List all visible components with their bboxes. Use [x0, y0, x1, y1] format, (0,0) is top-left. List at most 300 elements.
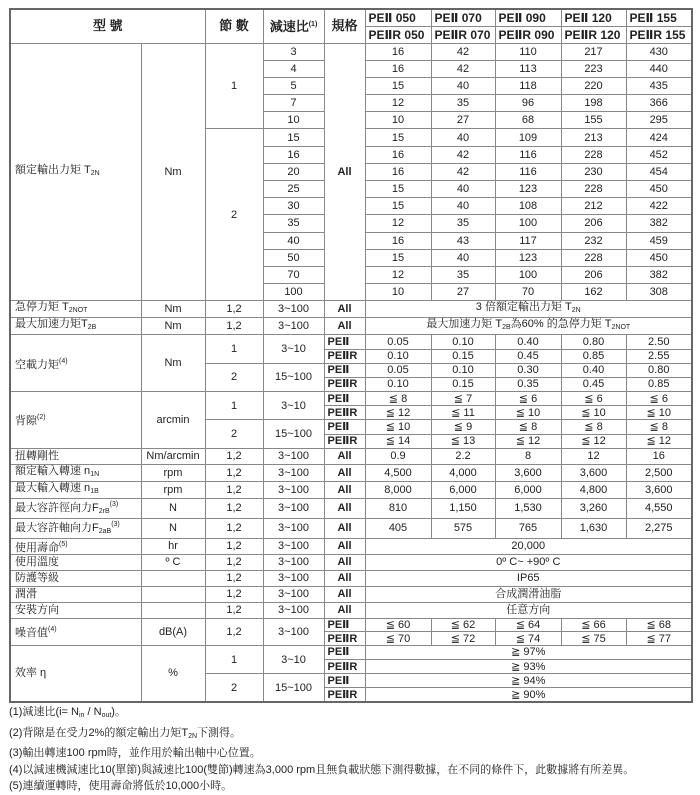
table-body — [10, 9, 692, 702]
value-cell: 0.10 — [365, 349, 431, 363]
value-cell: ≦ 12 — [365, 406, 431, 420]
noise-level-unit: dB(A) — [141, 618, 205, 645]
value-cell: 0.35 — [495, 377, 561, 391]
spec-variant-cell: PEⅡR — [324, 688, 365, 702]
footnote-2 — [9, 725, 634, 746]
noise-level-label-part: 噪音值 — [15, 627, 48, 640]
value-cell: 16 — [365, 60, 431, 77]
value-cell: 1,630 — [561, 518, 626, 538]
max-acceleration-torque-label-part: 最大加速力矩T — [15, 318, 88, 331]
value-cell: ≦ 6 — [495, 392, 561, 406]
value-cell: 117 — [495, 232, 561, 249]
stage-cell: 1 — [205, 645, 263, 673]
ratio-cell: 3~100 — [263, 538, 324, 554]
value-cell: 430 — [626, 43, 692, 60]
value-cell: 40 — [431, 198, 495, 215]
stage-cell: 1,2 — [205, 618, 263, 645]
value-cell: 810 — [365, 498, 431, 518]
value-cell: ≦ 66 — [561, 618, 626, 632]
value-cell: 220 — [561, 77, 626, 94]
value-cell: ≦ 74 — [495, 632, 561, 646]
value-cell: 0.9 — [365, 448, 431, 464]
spec-variant-cell: PEⅡ — [324, 392, 365, 406]
value-cell: 0.30 — [495, 363, 561, 377]
ratio-cell: 3~100 — [263, 586, 324, 602]
emergency-stop-torque-label-part: 2NOT — [68, 307, 88, 315]
no-load-torque-label — [10, 335, 141, 392]
table-row — [10, 43, 692, 60]
value-cell: 0.80 — [561, 335, 626, 349]
value-cell: 382 — [626, 215, 692, 232]
spec-cell: All — [324, 602, 365, 618]
max-axial-force-label-part: (3) — [111, 520, 120, 528]
header-model-r-3: PEⅡR 120 — [561, 26, 626, 43]
value-cell: ≦ 8 — [365, 392, 431, 406]
max-radial-force-row — [10, 498, 692, 518]
ratio-cell: 3~100 — [263, 570, 324, 586]
lubrication-label — [10, 586, 141, 602]
backlash-label — [10, 392, 141, 449]
header-model-3: PEⅡ 120 — [561, 9, 626, 26]
value-cell: 450 — [626, 249, 692, 266]
value-cell: 0.10 — [431, 363, 495, 377]
ratio-cell: 50 — [263, 249, 324, 266]
value-cell: 0.10 — [431, 335, 495, 349]
rated-torque-label-part: 2N — [90, 169, 100, 177]
value-cell: 100 — [495, 266, 561, 283]
footnote-1 — [9, 704, 634, 725]
protection-class-value — [365, 570, 692, 586]
stage-cell: 1,2 — [205, 464, 263, 481]
header-ratio — [263, 9, 324, 43]
ratio-cell: 3~10 — [263, 392, 324, 420]
header-model-r-2: PEⅡR 090 — [495, 26, 561, 43]
value-cell: ≦ 13 — [431, 434, 495, 448]
value-cell: 8 — [495, 448, 561, 464]
value-cell: 230 — [561, 163, 626, 180]
value-cell: ≦ 9 — [431, 420, 495, 434]
footnote-4 — [9, 762, 634, 779]
value-cell: ≦ 6 — [626, 392, 692, 406]
spec-cell: All — [324, 318, 365, 335]
emergency-stop-torque-label — [10, 301, 141, 318]
stage-cell: 2 — [205, 674, 263, 702]
no-load-torque-label-part: (4) — [59, 357, 68, 365]
ratio-cell: 15~100 — [263, 674, 324, 702]
footnote-1-part: (1)減速比(i= N — [9, 706, 79, 718]
ratio-cell: 3~10 — [263, 645, 324, 673]
stage-cell: 1,2 — [205, 318, 263, 335]
operating-temperature-value — [365, 554, 692, 570]
value-cell: 10 — [365, 284, 431, 301]
value-cell: 765 — [495, 518, 561, 538]
value-cell: 6,000 — [495, 481, 561, 498]
value-cell: 4,500 — [365, 464, 431, 481]
value-cell: 422 — [626, 198, 692, 215]
spec-cell: All — [324, 554, 365, 570]
stage-cell: 2 — [205, 420, 263, 448]
torsional-rigidity-unit: Nm/arcmin — [141, 448, 205, 464]
ratio-cell: 3~100 — [263, 602, 324, 618]
no-load-torque-label-part: 空載力矩 — [15, 358, 59, 371]
header-spec: 規格 — [324, 9, 365, 43]
value-cell: 12 — [365, 95, 431, 112]
value-cell: 295 — [626, 112, 692, 129]
stage-cell: 1 — [205, 43, 263, 129]
spec-cell: All — [324, 301, 365, 318]
value-cell: ≦ 10 — [561, 406, 626, 420]
spec-cell: All — [324, 518, 365, 538]
value-cell: 16 — [365, 146, 431, 163]
lubrication-value-part: 合成潤滑油脂 — [495, 588, 562, 601]
value-cell: 70 — [495, 284, 561, 301]
rated-torque-label-part: 額定輸出力矩 T — [15, 163, 91, 176]
backlash-unit: arcmin — [141, 392, 205, 449]
ratio-cell: 70 — [263, 266, 324, 283]
value-cell: 435 — [626, 77, 692, 94]
stage-cell: 1,2 — [205, 602, 263, 618]
value-cell: ≧ 94% — [365, 674, 692, 688]
value-cell: 96 — [495, 95, 561, 112]
value-cell: 27 — [431, 284, 495, 301]
protection-class-label-part: 防護等級 — [15, 572, 59, 585]
ratio-cell: 16 — [263, 146, 324, 163]
protection-class-unit — [141, 570, 205, 586]
value-cell: 123 — [495, 181, 561, 198]
max-acceleration-torque-row — [10, 318, 692, 335]
footnote-2-part: 2N — [188, 732, 198, 740]
service-life-label-part: (5) — [59, 540, 68, 548]
value-cell: 206 — [561, 215, 626, 232]
footnote-4-part: (4)以減速機減速比10(單節)與減速比100(雙節)轉速為3,000 rpm且無負載狀態下測得數據，在不同的條件下，此數據將有所差異。 — [9, 763, 635, 776]
value-cell: 15 — [365, 181, 431, 198]
value-cell: 382 — [626, 266, 692, 283]
max-radial-force-label-part: (3) — [109, 500, 119, 508]
mounting-position-unit — [141, 602, 205, 618]
rated-input-speed-label-part: 1N — [90, 470, 100, 478]
operating-temperature-value-part: 0º C~ +90º C — [496, 556, 561, 569]
value-cell: 0.15 — [431, 349, 495, 363]
max-axial-force-label-part: 最大容許軸向力F — [15, 521, 99, 534]
value-cell: 100 — [495, 215, 561, 232]
ratio-cell: 30 — [263, 198, 324, 215]
stage-cell: 1,2 — [205, 586, 263, 602]
value-cell: 4,000 — [431, 464, 495, 481]
value-cell: 116 — [495, 146, 561, 163]
value-cell: 10 — [365, 112, 431, 129]
mounting-position-value — [365, 602, 692, 618]
value-cell: 35 — [431, 95, 495, 112]
header-stages: 節 數 — [205, 9, 263, 43]
stage-cell: 1,2 — [205, 570, 263, 586]
max-axial-force-label — [10, 518, 141, 538]
value-cell: 1,530 — [495, 498, 561, 518]
value-cell: ≧ 90% — [365, 688, 692, 702]
value-cell: 424 — [626, 129, 692, 146]
stage-cell: 2 — [205, 129, 263, 301]
stage-cell: 1,2 — [205, 481, 263, 498]
value-cell: ≦ 12 — [561, 434, 626, 448]
value-cell: 366 — [626, 95, 692, 112]
emergency-stop-torque-value-part: 2N — [571, 307, 581, 315]
protection-class-label — [10, 570, 141, 586]
value-cell: 0.40 — [495, 335, 561, 349]
value-cell: 15 — [365, 129, 431, 146]
value-cell: 35 — [431, 266, 495, 283]
header-ratio-footnote: (1) — [308, 21, 318, 29]
max-acceleration-torque-unit: Nm — [141, 318, 205, 335]
ratio-cell: 5 — [263, 77, 324, 94]
value-cell: ≦ 68 — [626, 618, 692, 632]
mounting-position-label — [10, 602, 141, 618]
value-cell: 575 — [431, 518, 495, 538]
spec-variant-cell: PEⅡ — [324, 618, 365, 632]
stage-cell: 1,2 — [205, 554, 263, 570]
value-cell: 2,500 — [626, 464, 692, 481]
footnote-1-part: out — [101, 712, 112, 719]
value-cell: 12 — [561, 448, 626, 464]
stage-cell: 1,2 — [205, 538, 263, 554]
value-cell: 109 — [495, 129, 561, 146]
value-cell: 452 — [626, 146, 692, 163]
value-cell: ≧ 93% — [365, 660, 692, 674]
header-ratio-text: 減速比 — [269, 19, 309, 35]
value-cell: 0.85 — [561, 349, 626, 363]
value-cell: 3,260 — [561, 498, 626, 518]
value-cell: ≦ 77 — [626, 632, 692, 646]
value-cell: 440 — [626, 60, 692, 77]
value-cell: 40 — [431, 249, 495, 266]
protection-class-row — [10, 570, 692, 586]
footnote-1-part: )。 — [111, 706, 126, 718]
rated-input-speed-unit: rpm — [141, 464, 205, 481]
max-radial-force-unit: N — [141, 498, 205, 518]
value-cell: 3,600 — [561, 464, 626, 481]
value-cell: 40 — [431, 129, 495, 146]
value-cell: 2.50 — [626, 335, 692, 349]
lubrication-label-part: 潤滑 — [15, 588, 37, 601]
header-model-4: PEⅡ 155 — [626, 9, 692, 26]
value-cell: 0.45 — [495, 349, 561, 363]
backlash-label-part: 背隙 — [15, 415, 37, 428]
footnotes — [9, 704, 634, 795]
stage-cell: 1,2 — [205, 301, 263, 318]
value-cell: 155 — [561, 112, 626, 129]
spec-variant-cell: PEⅡ — [324, 420, 365, 434]
value-cell: 110 — [495, 43, 561, 60]
spec-cell: All — [324, 448, 365, 464]
no-load-torque-unit: Nm — [141, 335, 205, 392]
value-cell: ≦ 6 — [561, 392, 626, 406]
value-cell: 198 — [561, 95, 626, 112]
efficiency-row — [10, 645, 692, 659]
spec-variant-cell: PEⅡR — [324, 434, 365, 448]
ratio-cell: 3~10 — [263, 335, 324, 363]
value-cell: 228 — [561, 249, 626, 266]
value-cell: 16 — [365, 43, 431, 60]
spec-cell: All — [324, 498, 365, 518]
torsional-rigidity-label-part: 扭轉剛性 — [15, 450, 59, 463]
mounting-position-value-part: 任意方向 — [506, 604, 551, 617]
value-cell: 113 — [495, 60, 561, 77]
rated-torque-label — [10, 43, 141, 301]
value-cell: 450 — [626, 181, 692, 198]
stage-cell: 2 — [205, 363, 263, 391]
max-input-speed-row — [10, 481, 692, 498]
spec-variant-cell: PEⅡ — [324, 674, 365, 688]
value-cell: ≦ 72 — [431, 632, 495, 646]
spec-cell: All — [324, 464, 365, 481]
value-cell: ≦ 12 — [626, 434, 692, 448]
value-cell: ≦ 10 — [495, 406, 561, 420]
header-model-r-4: PEⅡR 155 — [626, 26, 692, 43]
no-load-torque-row — [10, 335, 692, 349]
operating-temperature-label — [10, 554, 141, 570]
spec-cell: All — [324, 43, 365, 301]
ratio-cell: 3~100 — [263, 498, 324, 518]
value-cell: 3,600 — [626, 481, 692, 498]
value-cell: ≦ 10 — [365, 420, 431, 434]
footnote-5 — [9, 778, 634, 795]
value-cell: 454 — [626, 163, 692, 180]
max-acceleration-torque-value-part: 2B — [502, 324, 511, 332]
ratio-cell: 3~100 — [263, 481, 324, 498]
value-cell: ≦ 10 — [626, 406, 692, 420]
ratio-cell: 3 — [263, 43, 324, 60]
spec-variant-cell: PEⅡ — [324, 363, 365, 377]
spec-variant-cell: PEⅡ — [324, 645, 365, 659]
spec-cell: All — [324, 570, 365, 586]
stage-cell: 1,2 — [205, 498, 263, 518]
footnote-1-part: / N — [84, 706, 102, 718]
value-cell: 16 — [365, 232, 431, 249]
emergency-stop-torque-value-part: 3 倍額定輸出力矩 T — [475, 301, 572, 314]
max-acceleration-torque-value-part: 最大加速力矩 T — [426, 318, 503, 331]
value-cell: 35 — [431, 215, 495, 232]
lubrication-value — [365, 586, 692, 602]
max-input-speed-unit: rpm — [141, 481, 205, 498]
value-cell: 2.2 — [431, 448, 495, 464]
rated-input-speed-label — [10, 464, 141, 481]
max-acceleration-torque-value-part: 2NOT — [611, 324, 631, 332]
max-radial-force-label — [10, 498, 141, 518]
value-cell: 12 — [365, 266, 431, 283]
value-cell: ≦ 8 — [495, 420, 561, 434]
value-cell: 16 — [626, 448, 692, 464]
ratio-cell: 3~100 — [263, 618, 324, 645]
value-cell: 232 — [561, 232, 626, 249]
ratio-cell: 15~100 — [263, 420, 324, 448]
max-acceleration-torque-value — [365, 318, 692, 335]
value-cell: 43 — [431, 232, 495, 249]
service-life-row — [10, 538, 692, 554]
value-cell: 40 — [431, 77, 495, 94]
value-cell: 118 — [495, 77, 561, 94]
service-life-label-part: 使用壽命 — [15, 541, 59, 554]
value-cell: 0.80 — [626, 363, 692, 377]
value-cell: 15 — [365, 249, 431, 266]
ratio-cell: 15 — [263, 129, 324, 146]
value-cell: 2,275 — [626, 518, 692, 538]
emergency-stop-torque-value — [365, 301, 692, 318]
max-radial-force-label-part: 2rB — [98, 507, 110, 515]
ratio-cell: 3~100 — [263, 448, 324, 464]
value-cell: 4,550 — [626, 498, 692, 518]
value-cell: 3,600 — [495, 464, 561, 481]
ratio-cell: 3~100 — [263, 554, 324, 570]
ratio-cell: 100 — [263, 284, 324, 301]
efficiency-unit: % — [141, 645, 205, 702]
operating-temperature-unit: º C — [141, 554, 205, 570]
protection-class-value-part: IP65 — [516, 572, 540, 585]
stage-cell: 1,2 — [205, 448, 263, 464]
value-cell: 42 — [431, 163, 495, 180]
max-acceleration-torque-label — [10, 318, 141, 335]
spec-variant-cell: PEⅡR — [324, 349, 365, 363]
spec-variant-cell: PEⅡR — [324, 377, 365, 391]
max-input-speed-label-part: 最大輸入轉速 n — [15, 481, 91, 494]
ratio-cell: 20 — [263, 163, 324, 180]
value-cell: 206 — [561, 266, 626, 283]
service-life-value — [365, 538, 692, 554]
footnote-2-part: 下測得。 — [197, 726, 242, 739]
stage-cell: 1,2 — [205, 518, 263, 538]
value-cell: 108 — [495, 198, 561, 215]
value-cell: 42 — [431, 60, 495, 77]
max-radial-force-label-part: 最大容許徑向力F — [15, 501, 99, 514]
ratio-cell: 3~100 — [263, 301, 324, 318]
spec-cell: All — [324, 481, 365, 498]
backlash-row — [10, 392, 692, 406]
value-cell: 16 — [365, 163, 431, 180]
mounting-position-row — [10, 602, 692, 618]
service-life-value-part: 20,000 — [511, 540, 546, 553]
value-cell: 213 — [561, 129, 626, 146]
header-model: 型 號 — [10, 9, 205, 43]
value-cell: 42 — [431, 43, 495, 60]
spec-variant-cell: PEⅡR — [324, 406, 365, 420]
value-cell: 0.40 — [561, 363, 626, 377]
lubrication-row — [10, 586, 692, 602]
lubrication-unit — [141, 586, 205, 602]
ratio-cell: 3~100 — [263, 318, 324, 335]
value-cell: 123 — [495, 249, 561, 266]
efficiency-label — [10, 645, 141, 702]
ratio-cell: 3~100 — [263, 518, 324, 538]
value-cell: 217 — [561, 43, 626, 60]
ratio-cell: 40 — [263, 232, 324, 249]
value-cell: 0.85 — [626, 377, 692, 391]
emergency-stop-torque-label-part: 急停力矩 T — [15, 301, 69, 314]
stage-cell: 1 — [205, 392, 263, 420]
value-cell: ≦ 14 — [365, 434, 431, 448]
max-axial-force-label-part: 2aB — [98, 527, 112, 535]
value-cell: ≦ 8 — [626, 420, 692, 434]
value-cell: ≦ 11 — [431, 406, 495, 420]
value-cell: 0.15 — [431, 377, 495, 391]
value-cell: 42 — [431, 146, 495, 163]
footnote-3 — [9, 745, 634, 762]
value-cell: 6,000 — [431, 481, 495, 498]
spec-variant-cell: PEⅡR — [324, 632, 365, 646]
footnote-5-part: (5)連續運轉時，使用壽命將低於10,000小時。 — [9, 780, 233, 792]
header-model-r-0: PEⅡR 050 — [365, 26, 431, 43]
rated-input-speed-label-part: 額定輸入轉速 n — [15, 464, 91, 477]
value-cell: 27 — [431, 112, 495, 129]
value-cell: 68 — [495, 112, 561, 129]
specification-table — [9, 8, 693, 703]
value-cell: 405 — [365, 518, 431, 538]
